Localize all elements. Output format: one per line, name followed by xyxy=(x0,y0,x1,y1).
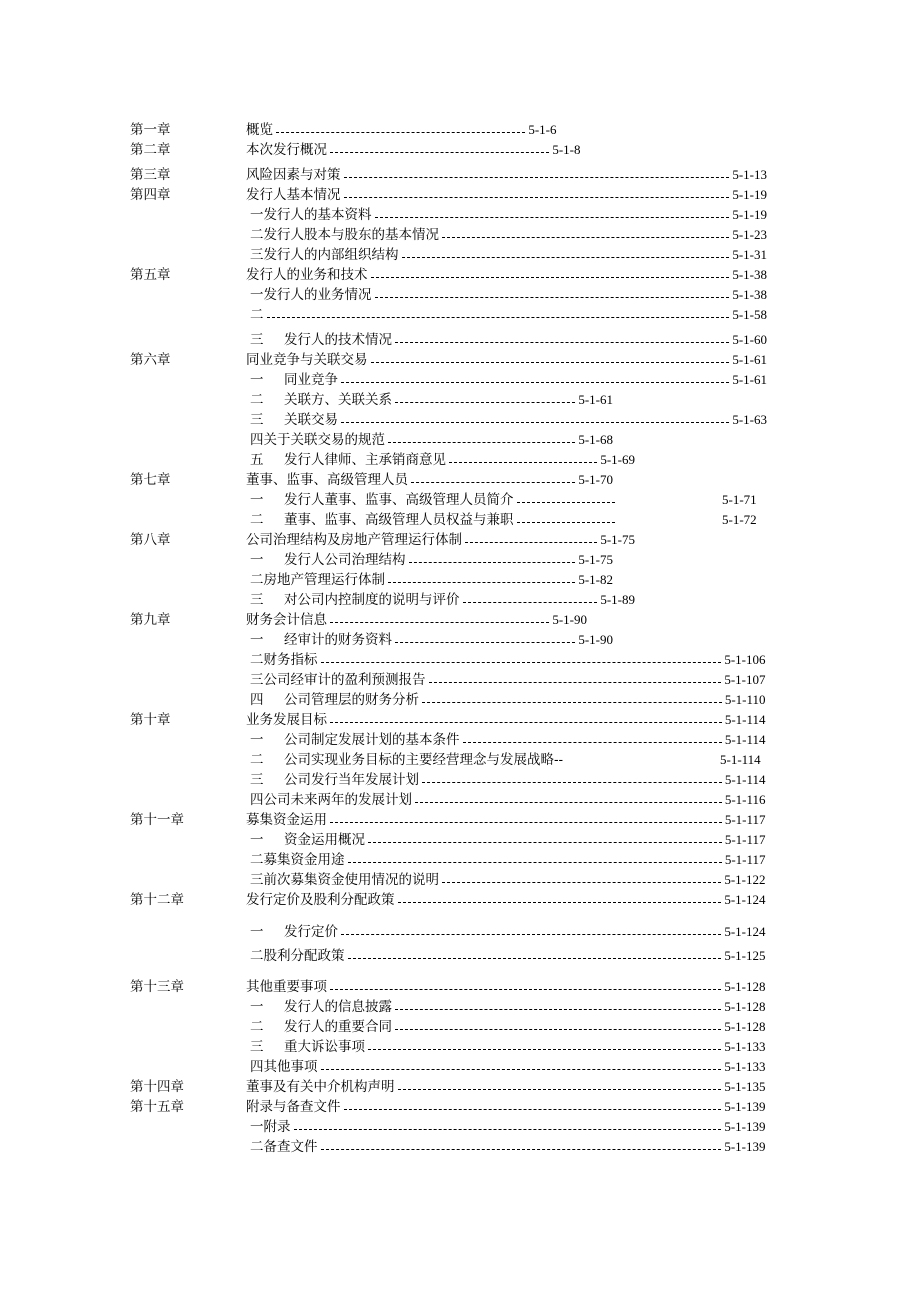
page-number: 5-1-19 xyxy=(732,187,767,202)
page-number: 5-1-124 xyxy=(724,892,766,907)
toc-row xyxy=(0,690,920,710)
dot-leader xyxy=(330,151,549,153)
toc-entry xyxy=(250,1017,766,1037)
entry-title: 四公司未来两年的发展计划 xyxy=(250,792,412,808)
page-number: 5-1-128 xyxy=(724,979,766,994)
toc-row xyxy=(0,265,920,285)
page-number: 5-1-31 xyxy=(732,247,767,262)
dot-leader xyxy=(344,196,730,198)
page-number: 5-1-135 xyxy=(724,1079,766,1094)
section-number: 三 xyxy=(250,412,264,428)
toc-row xyxy=(0,330,920,350)
entry-title: 发行人的信息披露 xyxy=(284,999,392,1015)
toc-row xyxy=(0,570,920,590)
entry-title: 发行定价 xyxy=(284,924,338,940)
toc-row xyxy=(0,610,920,630)
chapter-label: 第十三章 xyxy=(130,979,184,995)
dot-leader xyxy=(368,1048,721,1050)
dot-leader xyxy=(517,521,616,523)
toc-entry xyxy=(246,710,766,730)
entry-title: 公司治理结构及房地产管理运行体制 xyxy=(246,532,462,548)
toc-entry xyxy=(250,770,766,790)
page-number: 5-1-133 xyxy=(724,1039,766,1054)
section-number: 一 xyxy=(250,372,264,388)
page-number: 5-1-61 xyxy=(732,372,767,387)
toc-entry xyxy=(250,225,767,245)
section-number: 三 xyxy=(250,332,264,348)
toc-row xyxy=(0,922,920,942)
entry-title: 附录与备查文件 xyxy=(246,1099,341,1115)
toc-row xyxy=(0,430,920,450)
toc-entry xyxy=(246,265,767,285)
entry-title: 一发行人的业务情况 xyxy=(250,287,372,303)
entry-title: 业务发展目标 xyxy=(246,712,327,728)
page-number: 5-1-110 xyxy=(724,692,766,707)
toc-entry xyxy=(250,570,613,590)
toc-entry xyxy=(246,350,767,370)
entry-title: 一发行人的基本资料 xyxy=(250,207,372,223)
toc-row xyxy=(0,850,920,870)
section-number: 一 xyxy=(250,924,264,940)
toc-entry xyxy=(246,140,581,160)
dot-leader xyxy=(348,861,722,863)
entry-title: 对公司内控制度的说明与评价 xyxy=(284,592,460,608)
entry-title: 发行人律师、主承销商意见 xyxy=(284,452,446,468)
toc-row xyxy=(0,120,920,140)
dot-leader xyxy=(411,481,575,483)
toc-row xyxy=(0,790,920,810)
dot-leader xyxy=(398,1088,722,1090)
toc-row xyxy=(0,225,920,245)
section-number: 三 xyxy=(250,1039,264,1055)
toc-row xyxy=(0,390,920,410)
dot-leader xyxy=(395,1008,721,1010)
toc-row xyxy=(0,370,920,390)
section-number: 一 xyxy=(250,552,264,568)
dot-leader xyxy=(395,1028,721,1030)
toc-entry xyxy=(250,750,563,770)
section-number: 三 xyxy=(250,592,264,608)
dot-leader xyxy=(330,988,721,990)
dot-leader xyxy=(375,216,730,218)
chapter-label: 第十一章 xyxy=(130,812,184,828)
dot-leader xyxy=(321,1148,722,1150)
toc-row xyxy=(0,1117,920,1137)
toc-entry xyxy=(250,790,766,810)
toc-entry xyxy=(250,1057,766,1077)
page-number: 5-1-117 xyxy=(724,832,766,847)
toc-row xyxy=(0,490,920,510)
entry-title: 发行人基本情况 xyxy=(246,187,341,203)
dot-leader xyxy=(442,236,729,238)
entry-title: 发行人的技术情况 xyxy=(284,332,392,348)
section-number: 二 xyxy=(250,512,264,528)
entry-title: 关联方、关联关系 xyxy=(284,392,392,408)
entry-title: 公司管理层的财务分析 xyxy=(284,692,419,708)
toc-row xyxy=(0,1077,920,1097)
page-number: 5-1-139 xyxy=(724,1119,766,1134)
page-number: 5-1-107 xyxy=(724,672,766,687)
toc-row xyxy=(0,650,920,670)
page-number: 5-1-114 xyxy=(724,712,766,727)
section-number: 二 xyxy=(250,752,264,768)
dot-leader xyxy=(517,501,616,503)
chapter-label: 第五章 xyxy=(130,267,171,283)
page-number: 5-1-75 xyxy=(578,552,613,567)
page-number: 5-1-70 xyxy=(578,472,613,487)
dot-leader xyxy=(341,381,729,383)
dot-leader xyxy=(395,641,575,643)
toc-entry xyxy=(250,410,767,430)
toc-entry xyxy=(250,997,766,1017)
entry-title: 关联交易 xyxy=(284,412,338,428)
dot-leader xyxy=(415,801,722,803)
dot-leader xyxy=(321,661,722,663)
toc-entry xyxy=(250,870,766,890)
page-number: 5-1-68 xyxy=(578,432,613,447)
toc-row xyxy=(0,770,920,790)
toc-row xyxy=(0,510,920,530)
toc-entry xyxy=(250,670,766,690)
toc-entry xyxy=(246,610,587,630)
entry-title: 发行定价及股利分配政策 xyxy=(246,892,395,908)
toc-entry xyxy=(250,1117,766,1137)
page-number: 5-1-117 xyxy=(724,812,766,827)
page-number: 5-1-61 xyxy=(732,352,767,367)
entry-title: 董事及有关中介机构声明 xyxy=(246,1079,395,1095)
dot-leader xyxy=(422,781,722,783)
dot-leader xyxy=(429,681,722,683)
toc-row xyxy=(0,550,920,570)
chapter-label: 第十二章 xyxy=(130,892,184,908)
entry-title: 三公司经审计的盈利预测报告 xyxy=(250,672,426,688)
toc-row xyxy=(0,750,920,770)
toc-row xyxy=(0,977,920,997)
section-number: 一 xyxy=(250,832,264,848)
toc-row xyxy=(0,730,920,750)
toc-row xyxy=(0,590,920,610)
page-number: 5-1-61 xyxy=(578,392,613,407)
entry-title: 经审计的财务资料 xyxy=(284,632,392,648)
entry-title: 四关于关联交易的规范 xyxy=(250,432,385,448)
toc-entry xyxy=(246,1097,766,1117)
page-number: 5-1-133 xyxy=(724,1059,766,1074)
page-number: 5-1-124 xyxy=(724,924,766,939)
section-number: 一 xyxy=(250,632,264,648)
dot-leader xyxy=(463,741,722,743)
chapter-label: 第二章 xyxy=(130,142,171,158)
dot-leader xyxy=(348,957,722,959)
entry-title: 二发行人股本与股东的基本情况 xyxy=(250,227,439,243)
entry-title: 公司发行当年发展计划 xyxy=(284,772,419,788)
dot-leader xyxy=(395,341,729,343)
chapter-label: 第十五章 xyxy=(130,1099,184,1115)
page-number: 5-1-114 xyxy=(724,732,766,747)
entry-title: 财务会计信息 xyxy=(246,612,327,628)
toc-entry xyxy=(250,430,613,450)
toc-row xyxy=(0,245,920,265)
page-number: 5-1-71 xyxy=(722,492,757,507)
dot-leader xyxy=(344,176,730,178)
toc-entry xyxy=(250,390,613,410)
toc-entry xyxy=(250,550,613,570)
page-number: 5-1-125 xyxy=(724,948,766,963)
toc-row xyxy=(0,305,920,325)
toc-entry xyxy=(246,1077,766,1097)
toc-entry xyxy=(250,690,766,710)
entry-title: 发行人公司治理结构 xyxy=(284,552,406,568)
dot-leader xyxy=(388,581,575,583)
page-number: 5-1-60 xyxy=(732,332,767,347)
page-number: 5-1-90 xyxy=(578,632,613,647)
chapter-label: 第六章 xyxy=(130,352,171,368)
dot-leader xyxy=(330,721,722,723)
entry-title: 公司制定发展计划的基本条件 xyxy=(284,732,460,748)
toc-entry xyxy=(246,165,767,185)
toc-row xyxy=(0,946,920,966)
section-number: 五 xyxy=(250,452,264,468)
toc-entry xyxy=(250,490,618,510)
page-number: 5-1-38 xyxy=(732,267,767,282)
dot-leader xyxy=(422,701,722,703)
dot-leader xyxy=(371,276,730,278)
dot-leader xyxy=(294,1128,722,1130)
page-number: 5-1-139 xyxy=(724,1099,766,1114)
toc-entry xyxy=(246,810,766,830)
page-number: 5-1-6 xyxy=(528,122,557,137)
dot-leader xyxy=(267,316,730,318)
chapter-label: 第八章 xyxy=(130,532,171,548)
dot-leader xyxy=(442,881,721,883)
toc-row xyxy=(0,165,920,185)
toc-entry xyxy=(246,530,635,550)
section-number: 二 xyxy=(250,1019,264,1035)
toc-row xyxy=(0,140,920,160)
toc-row xyxy=(0,997,920,1017)
entry-title: 资金运用概况 xyxy=(284,832,365,848)
entry-title: 风险因素与对策 xyxy=(246,167,341,183)
dot-leader xyxy=(341,933,721,935)
entry-title: 概览 xyxy=(246,122,273,138)
toc-entry xyxy=(250,510,618,530)
entry-title: 二财务指标 xyxy=(250,652,318,668)
toc-row xyxy=(0,530,920,550)
entry-title: 二募集资金用途 xyxy=(250,852,345,868)
toc-entry xyxy=(250,730,766,750)
toc-entry xyxy=(246,977,766,997)
page-number: 5-1-72 xyxy=(722,512,757,527)
dot-leader xyxy=(395,401,575,403)
toc-row xyxy=(0,410,920,430)
page-number: 5-1-122 xyxy=(724,872,766,887)
entry-title: 董事、监事、高级管理人员 xyxy=(246,472,408,488)
entry-title: 公司实现业务目标的主要经营理念与发展战略-- xyxy=(284,752,564,768)
page-number: 5-1-139 xyxy=(724,1139,766,1154)
toc-row xyxy=(0,1097,920,1117)
toc-entry xyxy=(250,830,766,850)
toc-entry xyxy=(246,185,767,205)
chapter-label: 第十章 xyxy=(130,712,171,728)
dot-leader xyxy=(321,1068,722,1070)
page-number: 5-1-69 xyxy=(600,452,635,467)
toc-row xyxy=(0,710,920,730)
page-number: 5-1-8 xyxy=(552,142,581,157)
entry-title: 发行人董事、监事、高级管理人员简介 xyxy=(284,492,514,508)
toc-row xyxy=(0,810,920,830)
toc-row xyxy=(0,350,920,370)
toc-entry xyxy=(250,850,766,870)
toc-entry xyxy=(250,630,613,650)
entry-title: 同业竞争与关联交易 xyxy=(246,352,368,368)
toc-entry xyxy=(250,370,767,390)
page-number: 5-1-82 xyxy=(578,572,613,587)
dot-leader xyxy=(375,296,730,298)
dot-leader xyxy=(409,561,576,563)
toc-entry xyxy=(250,205,767,225)
toc-row xyxy=(0,890,920,910)
toc-entry xyxy=(250,305,767,325)
page-number: 5-1-116 xyxy=(724,792,766,807)
toc-entry xyxy=(246,890,766,910)
page-number: 5-1-106 xyxy=(724,652,766,667)
chapter-label: 第三章 xyxy=(130,167,171,183)
toc-entry xyxy=(250,450,635,470)
chapter-label: 第四章 xyxy=(130,187,171,203)
page-number: 5-1-23 xyxy=(732,227,767,242)
entry-title: 同业竞争 xyxy=(284,372,338,388)
entry-title: 二备查文件 xyxy=(250,1139,318,1155)
toc-entry xyxy=(250,922,766,942)
toc-entry xyxy=(250,946,766,966)
toc-row xyxy=(0,870,920,890)
page-number: 5-1-38 xyxy=(732,287,767,302)
page-number: 5-1-58 xyxy=(732,307,767,322)
entry-title: 二房地产管理运行体制 xyxy=(250,572,385,588)
entry-title: 董事、监事、高级管理人员权益与兼职 xyxy=(284,512,514,528)
page-number: 5-1-19 xyxy=(732,207,767,222)
chapter-label: 第九章 xyxy=(130,612,171,628)
chapter-label: 第一章 xyxy=(130,122,171,138)
chapter-label: 第七章 xyxy=(130,472,171,488)
toc-entry xyxy=(250,650,766,670)
toc-entry xyxy=(250,285,767,305)
page-number: 5-1-89 xyxy=(600,592,635,607)
entry-title: 四其他事项 xyxy=(250,1059,318,1075)
dot-leader xyxy=(341,421,729,423)
toc-entry xyxy=(246,470,613,490)
entry-title: 募集资金运用 xyxy=(246,812,327,828)
section-number: 一 xyxy=(250,732,264,748)
page-number: 5-1-128 xyxy=(724,1019,766,1034)
toc-entry xyxy=(250,1137,766,1157)
page-number: 5-1-63 xyxy=(732,412,767,427)
toc-row xyxy=(0,1137,920,1157)
entry-title: 重大诉讼事项 xyxy=(284,1039,365,1055)
section-number: 二 xyxy=(250,392,264,408)
section-number: 一 xyxy=(250,999,264,1015)
toc-row xyxy=(0,185,920,205)
dot-leader xyxy=(330,621,549,623)
page-number: 5-1-117 xyxy=(724,852,766,867)
toc-row xyxy=(0,630,920,650)
page-number: 5-1-128 xyxy=(724,999,766,1014)
toc-row xyxy=(0,1017,920,1037)
toc-entry xyxy=(250,590,635,610)
page-number: 5-1-90 xyxy=(552,612,587,627)
toc-row xyxy=(0,1037,920,1057)
dot-leader xyxy=(330,821,722,823)
toc-entry xyxy=(250,1037,766,1057)
entry-title: 三发行人的内部组织结构 xyxy=(250,247,399,263)
toc-row xyxy=(0,450,920,470)
dot-leader xyxy=(344,1108,722,1110)
dot-leader xyxy=(276,131,525,133)
toc-entry xyxy=(246,120,557,140)
dot-leader xyxy=(465,541,597,543)
dot-leader xyxy=(449,461,597,463)
toc-row xyxy=(0,205,920,225)
section-number: 一 xyxy=(250,492,264,508)
dot-leader xyxy=(371,361,730,363)
page-number: 5-1-75 xyxy=(600,532,635,547)
toc-row xyxy=(0,830,920,850)
dot-leader xyxy=(388,441,575,443)
entry-title: 其他重要事项 xyxy=(246,979,327,995)
section-number: 三 xyxy=(250,772,264,788)
page-number: 5-1-114 xyxy=(720,752,761,767)
dot-leader xyxy=(402,256,730,258)
page-number: 5-1-114 xyxy=(724,772,766,787)
entry-title: 一附录 xyxy=(250,1119,291,1135)
toc-entry xyxy=(250,245,767,265)
entry-title: 发行人的重要合同 xyxy=(284,1019,392,1035)
toc-row xyxy=(0,670,920,690)
entry-title: 发行人的业务和技术 xyxy=(246,267,368,283)
chapter-label: 第十四章 xyxy=(130,1079,184,1095)
toc-entry xyxy=(250,330,767,350)
dot-leader xyxy=(463,601,598,603)
entry-title: 本次发行概况 xyxy=(246,142,327,158)
entry-title: 二股利分配政策 xyxy=(250,948,345,964)
toc-row xyxy=(0,1057,920,1077)
page-number: 5-1-13 xyxy=(732,167,767,182)
entry-title: 二 xyxy=(250,307,264,323)
dot-leader xyxy=(368,841,722,843)
toc-row xyxy=(0,285,920,305)
entry-title: 三前次募集资金使用情况的说明 xyxy=(250,872,439,888)
section-number: 四 xyxy=(250,692,264,708)
dot-leader xyxy=(398,901,722,903)
toc-row xyxy=(0,470,920,490)
